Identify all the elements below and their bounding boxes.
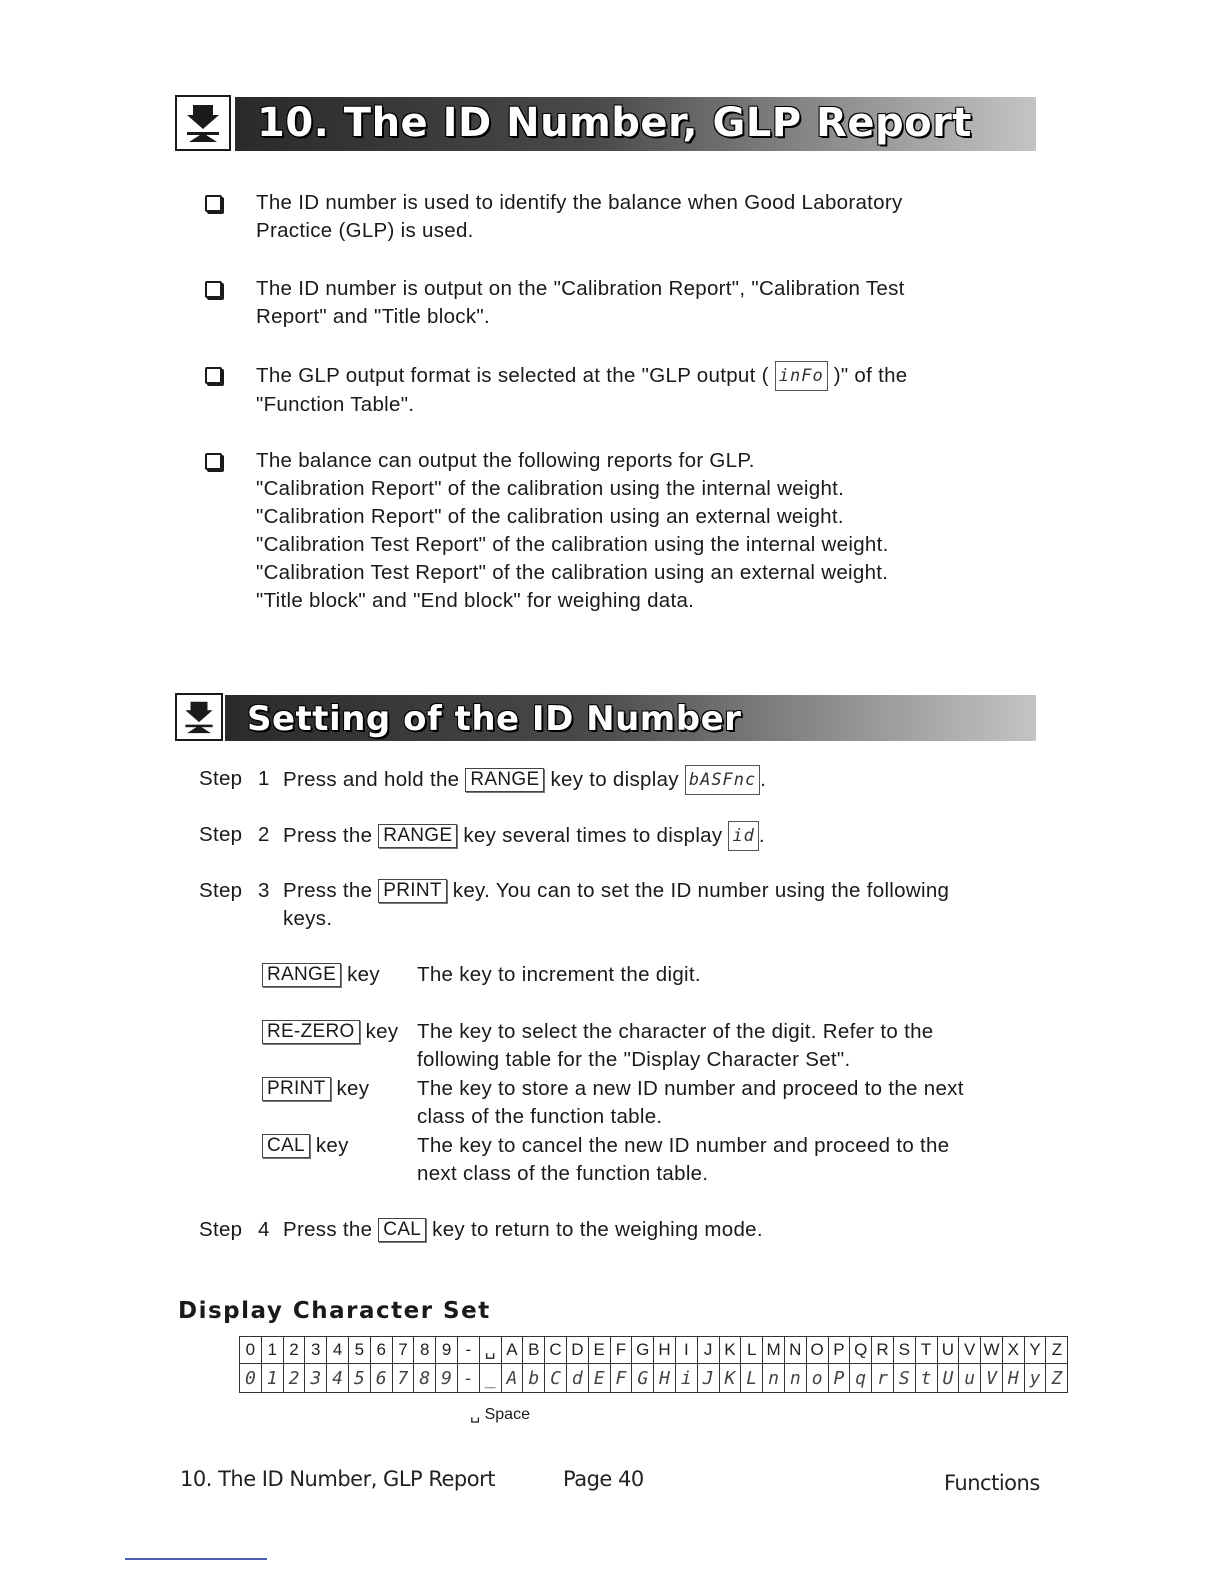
segment-cell: L	[741, 1364, 763, 1393]
segment-cell: 1	[261, 1364, 283, 1393]
segment-cell: r	[872, 1364, 894, 1393]
char-cell: W	[981, 1337, 1003, 1364]
segment-cell: 7	[392, 1364, 414, 1393]
step-3: Step 3 Press the PRINT key. You can to set the ID number using the following keys.	[199, 879, 950, 930]
segment-cell: G	[632, 1364, 654, 1393]
print-key: PRINT	[378, 879, 447, 903]
key-row-rezero: RE-ZERO key The key to select the character of the digit. Refer to the following table for the "Display Character Set".	[262, 1018, 992, 1074]
step-2: Step 2 Press the RANGE key several times to display id .	[199, 821, 989, 851]
segment-cell: q	[850, 1364, 872, 1393]
char-cell: U	[937, 1337, 959, 1364]
lcd-basfnc: bASFnc	[685, 765, 760, 795]
char-cell: 9	[436, 1337, 458, 1364]
segment-cell: u	[959, 1364, 981, 1393]
key-row-range: RANGE key The key to increment the digit.	[262, 961, 992, 989]
segment-cell: _	[479, 1364, 501, 1393]
link-underline	[125, 1558, 267, 1560]
char-cell: 3	[305, 1337, 327, 1364]
segment-cell: H	[654, 1364, 676, 1393]
bullet-3: The GLP output format is selected at the "GLP output ( inFo )" of the "Function Table".	[205, 361, 985, 419]
char-cell: 8	[414, 1337, 436, 1364]
segment-cell: t	[915, 1364, 937, 1393]
range-key: RANGE	[465, 768, 544, 792]
char-cell: E	[588, 1337, 610, 1364]
char-cell: ␣	[479, 1337, 501, 1364]
char-cell: X	[1002, 1337, 1024, 1364]
footer-chapter: Functions	[944, 1471, 1040, 1495]
segment-cell: 8	[414, 1364, 436, 1393]
char-cell: F	[610, 1337, 632, 1364]
segment-cell: 4	[327, 1364, 349, 1393]
char-cell: 7	[392, 1337, 414, 1364]
segment-cell: 3	[305, 1364, 327, 1393]
segment-cell: 0	[240, 1364, 262, 1393]
segment-cell: 9	[436, 1364, 458, 1393]
char-cell: 0	[240, 1337, 262, 1364]
footer-page-number: Page 40	[563, 1467, 644, 1491]
segment-cell: J	[697, 1364, 719, 1393]
segment-cell: n	[784, 1364, 806, 1393]
char-cell: A	[501, 1337, 523, 1364]
lcd-info: inFo	[775, 361, 828, 391]
char-cell: 1	[261, 1337, 283, 1364]
checkbox-bullet-icon	[205, 367, 222, 384]
step-1: Step 1 Press and hold the RANGE key to display bASFnc .	[199, 765, 989, 795]
char-cell: Q	[850, 1337, 872, 1364]
segment-cell: P	[828, 1364, 850, 1393]
segment-cell: n	[763, 1364, 785, 1393]
bullet-4: The balance can output the following reports for GLP. "Calibration Report" of the calibration using the internal weight. "Calibration Report" of the calibration using an external weight. "Calibration Test Report" of the calibration using the internal weight. "Calibration Test Report" of the calibration using an external weight. "Title block" and "End block" for weighing data.	[205, 447, 985, 615]
segment-cell: b	[523, 1364, 545, 1393]
lcd-id: id	[728, 821, 758, 851]
key-row-print: PRINT key The key to store a new ID number and proceed to the next class of the function table.	[262, 1075, 992, 1131]
segment-cell: F	[610, 1364, 632, 1393]
char-cell: 6	[370, 1337, 392, 1364]
char-cell: O	[806, 1337, 828, 1364]
character-set-table	[239, 1336, 1068, 1393]
segment-cell: H	[1002, 1364, 1024, 1393]
page-title: 10. The ID Number, GLP Report	[257, 100, 972, 146]
char-cell: G	[632, 1337, 654, 1364]
char-cell: R	[872, 1337, 894, 1364]
section-title: Setting of the ID Number	[247, 699, 742, 739]
bullet-1: The ID number is used to identify the balance when Good Laboratory Practice (GLP) is used.	[205, 189, 985, 245]
char-cell: N	[784, 1337, 806, 1364]
down-arrow-icon	[175, 693, 223, 741]
checkbox-bullet-icon	[205, 281, 222, 298]
segment-cell: i	[675, 1364, 697, 1393]
segment-cell: U	[937, 1364, 959, 1393]
charset-title: Display Character Set	[178, 1298, 491, 1324]
char-cell: C	[545, 1337, 567, 1364]
segment-cell: Z	[1046, 1364, 1068, 1393]
char-cell: S	[893, 1337, 915, 1364]
segment-cell: -	[457, 1364, 479, 1393]
space-note: ␣ Space	[470, 1406, 530, 1423]
char-cell: 5	[348, 1337, 370, 1364]
key-row-cal: CAL key The key to cancel the new ID number and proceed to the next class of the function table.	[262, 1132, 992, 1188]
char-cell: 4	[327, 1337, 349, 1364]
char-cell: J	[697, 1337, 719, 1364]
char-cell: T	[915, 1337, 937, 1364]
segment-cell: C	[545, 1364, 567, 1393]
char-cell: -	[457, 1337, 479, 1364]
char-cell: H	[654, 1337, 676, 1364]
char-cell: Y	[1024, 1337, 1046, 1364]
char-row	[240, 1337, 1068, 1364]
segment-cell: A	[501, 1364, 523, 1393]
segment-cell: K	[719, 1364, 741, 1393]
segment-cell: 2	[283, 1364, 305, 1393]
section-banner-glp	[175, 95, 1036, 153]
char-cell: L	[741, 1337, 763, 1364]
cal-key: CAL	[378, 1218, 426, 1242]
char-cell: K	[719, 1337, 741, 1364]
char-cell: Z	[1046, 1337, 1068, 1364]
bullet-2: The ID number is output on the "Calibration Report", "Calibration Test Report" and "Title block".	[205, 275, 985, 331]
char-cell: M	[763, 1337, 785, 1364]
char-cell: V	[959, 1337, 981, 1364]
char-cell: I	[675, 1337, 697, 1364]
checkbox-bullet-icon	[205, 195, 222, 212]
segment-cell: E	[588, 1364, 610, 1393]
segment-cell: o	[806, 1364, 828, 1393]
segment-cell: d	[566, 1364, 588, 1393]
segment-cell: 5	[348, 1364, 370, 1393]
segment-cell: 6	[370, 1364, 392, 1393]
segment-cell: V	[981, 1364, 1003, 1393]
char-cell: 2	[283, 1337, 305, 1364]
down-arrow-icon	[175, 95, 231, 151]
segment-row	[240, 1364, 1068, 1393]
section-banner-id	[175, 693, 1036, 741]
segment-cell: S	[893, 1364, 915, 1393]
char-cell: B	[523, 1337, 545, 1364]
segment-cell: y	[1024, 1364, 1046, 1393]
char-cell: P	[828, 1337, 850, 1364]
step-4: Step 4 Press the CAL key to return to the weighing mode.	[199, 1218, 763, 1241]
checkbox-bullet-icon	[205, 453, 222, 470]
char-cell: D	[566, 1337, 588, 1364]
range-key: RANGE	[378, 824, 457, 848]
footer-section: 10. The ID Number, GLP Report	[180, 1467, 495, 1491]
